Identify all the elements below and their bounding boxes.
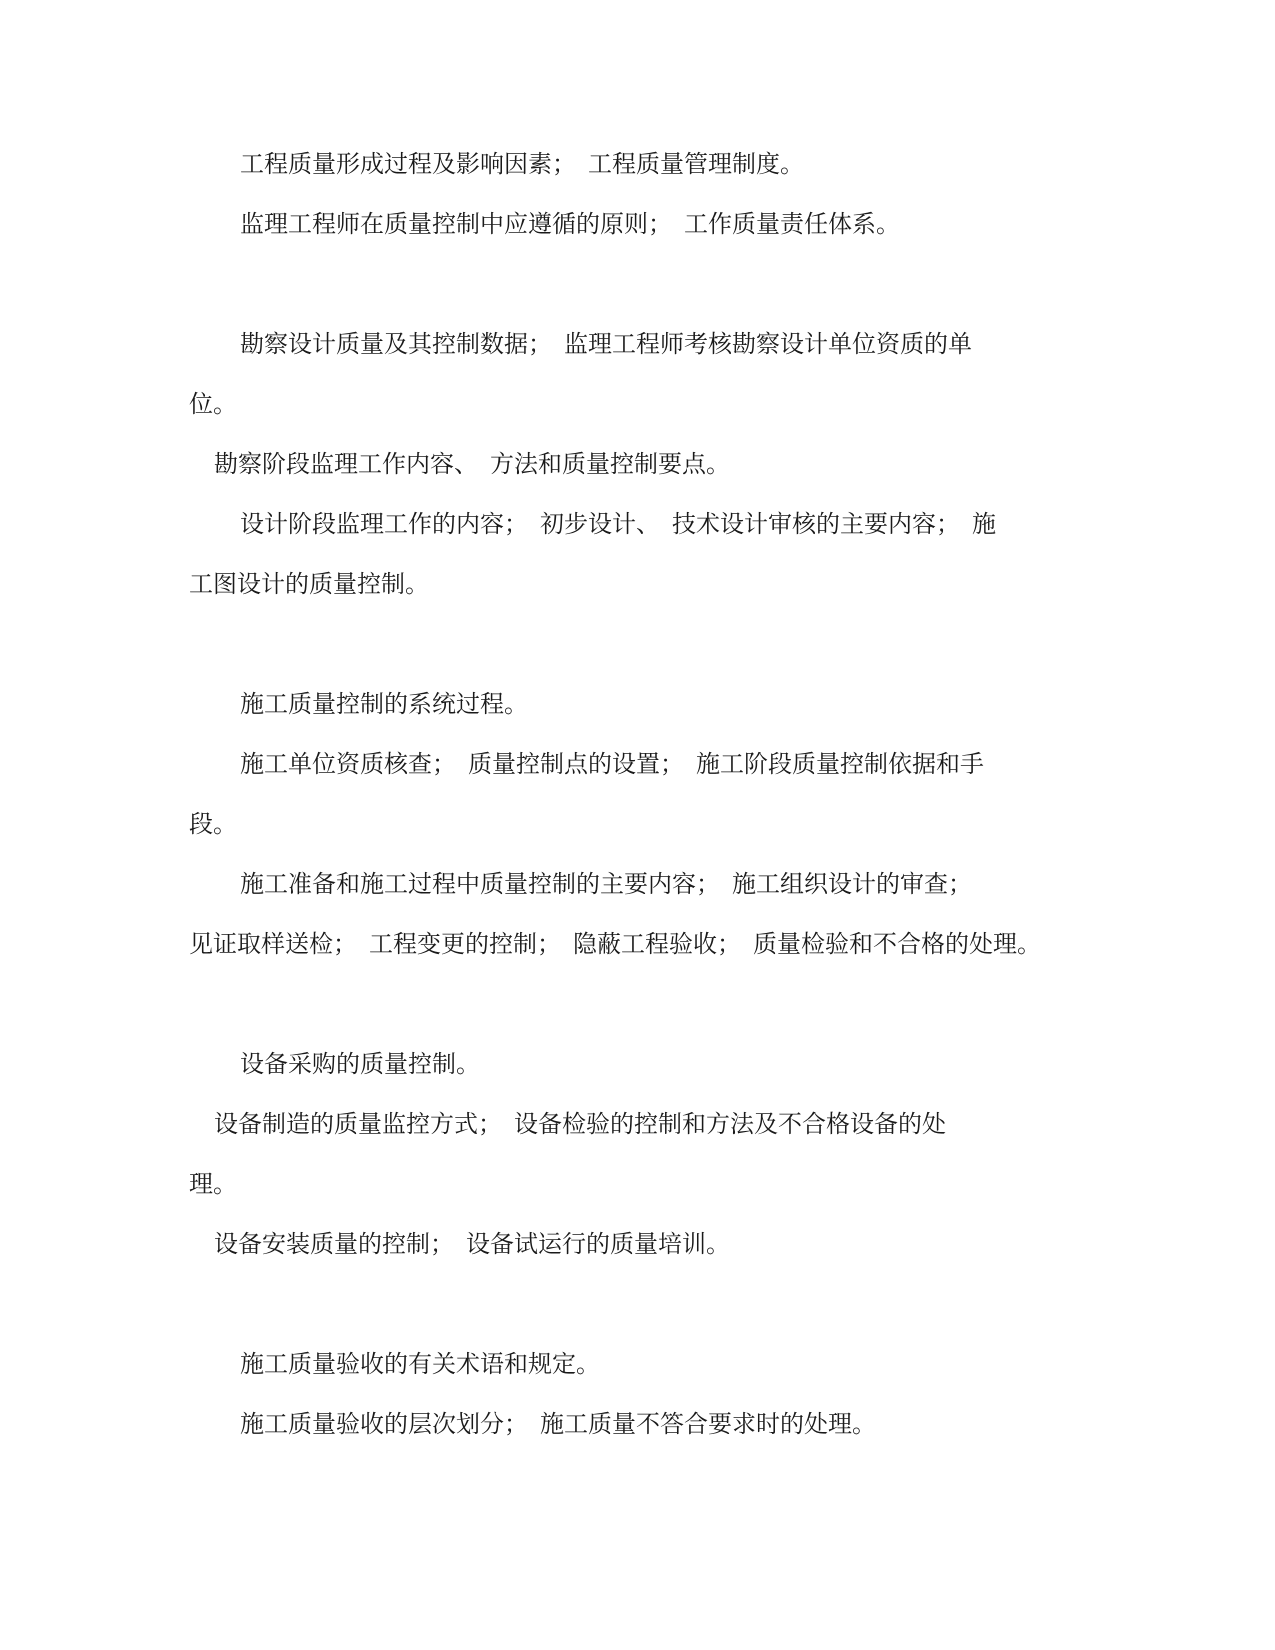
text-line-construction-preparation-cont: 见证取样送检； 工程变更的控制； 隐蔽工程验收； 质量检验和不合格的处理。	[189, 930, 1041, 958]
text-line-design-stage-cont: 工图设计的质量控制。	[189, 570, 429, 598]
text-line-equipment-manufacturing: 设备制造的质量监控方式； 设备检验的控制和方法及不合格设备的处	[214, 1110, 946, 1138]
text-line-survey-design-quality-cont: 位。	[189, 390, 237, 418]
text-line-contractor-qualification: 施工单位资质核查； 质量控制点的设置； 施工阶段质量控制依据和手	[240, 750, 984, 778]
text-line-survey-design-quality: 勘察设计质量及其控制数据； 监理工程师考核勘察设计单位资质的单	[240, 330, 972, 358]
text-line-survey-stage: 勘察阶段监理工作内容、 方法和质量控制要点。	[214, 450, 730, 478]
text-line-acceptance-levels: 施工质量验收的层次划分； 施工质量不答合要求时的处理。	[240, 1410, 876, 1438]
text-line-equipment-manufacturing-cont: 理。	[189, 1170, 237, 1198]
text-line-design-stage: 设计阶段监理工作的内容； 初步设计、 技术设计审核的主要内容； 施	[240, 510, 996, 538]
text-line-contractor-qualification-cont: 段。	[189, 810, 237, 838]
text-line-equipment-procurement: 设备采购的质量控制。	[240, 1050, 480, 1078]
text-line-construction-control: 施工质量控制的系统过程。	[240, 690, 528, 718]
text-line-quality-formation: 工程质量形成过程及影响因素； 工程质量管理制度。	[240, 150, 804, 178]
text-line-acceptance-terms: 施工质量验收的有关术语和规定。	[240, 1350, 600, 1378]
text-line-equipment-installation: 设备安装质量的控制； 设备试运行的质量培训。	[214, 1230, 730, 1258]
text-line-supervision-principles: 监理工程师在质量控制中应遵循的原则； 工作质量责任体系。	[240, 210, 900, 238]
text-line-construction-preparation: 施工准备和施工过程中质量控制的主要内容； 施工组织设计的审查；	[240, 870, 972, 898]
